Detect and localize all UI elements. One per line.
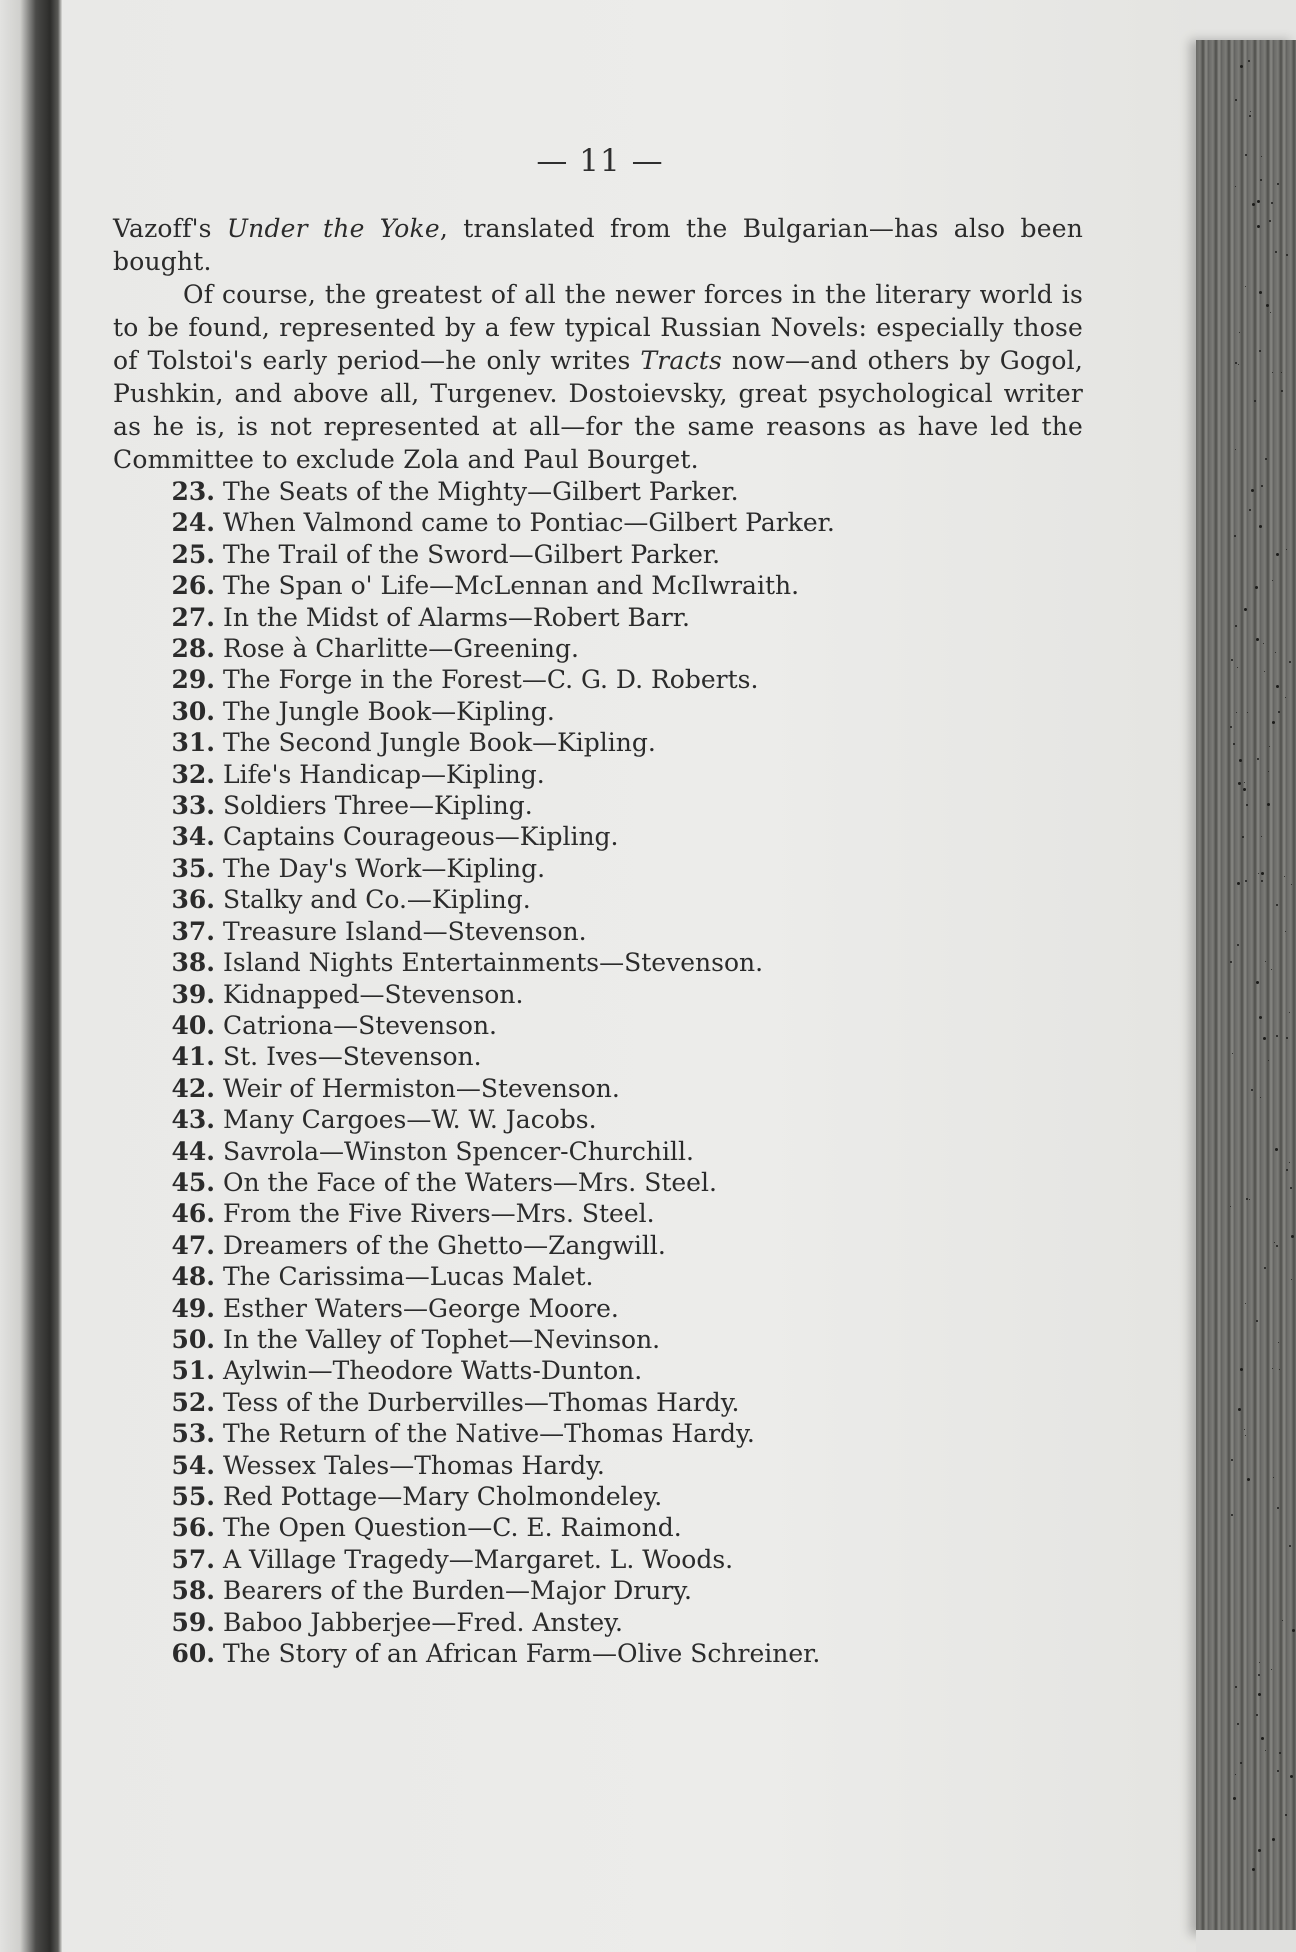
edge-speck	[1258, 1693, 1261, 1696]
edge-speck	[1259, 350, 1261, 352]
list-item-number: 46 .	[163, 1198, 215, 1229]
page-edge-top	[1196, 0, 1296, 44]
book-list	[113, 476, 1083, 1669]
list-item	[113, 979, 1083, 1010]
edge-speck	[1235, 1774, 1236, 1775]
edge-speck	[1272, 372, 1273, 373]
edge-speck	[1256, 1714, 1258, 1716]
list-item	[113, 884, 1083, 915]
edge-speck	[1269, 746, 1270, 747]
edge-speck	[1232, 1053, 1233, 1054]
para2-italic: Tracts	[640, 346, 723, 375]
edge-speck	[1256, 981, 1259, 984]
list-item-text: Tess of the Durbervilles—Thomas Hardy.	[223, 1387, 740, 1417]
edge-speck	[1231, 1459, 1233, 1461]
edge-speck	[1286, 1169, 1288, 1171]
edge-speck	[1289, 1545, 1291, 1547]
list-item	[113, 602, 1083, 633]
list-item-text: The Jungle Book—Kipling.	[223, 696, 555, 726]
list-item	[113, 1481, 1083, 1512]
list-item-number: 35 .	[163, 853, 215, 884]
edge-speck	[1238, 782, 1241, 785]
edge-speck	[1289, 1162, 1290, 1163]
list-item	[113, 1324, 1083, 1355]
edge-speck	[1246, 1198, 1248, 1200]
edge-speck	[1238, 1408, 1241, 1411]
list-item-text: From the Five Rivers—Mrs. Steel.	[223, 1199, 655, 1229]
list-item-number: 28 .	[163, 633, 215, 664]
list-item-text: Savrola—Winston Spencer-Churchill.	[223, 1136, 694, 1166]
edge-speck	[1285, 931, 1286, 932]
list-item-number: 33 .	[163, 790, 215, 821]
edge-speck	[1252, 1868, 1255, 1871]
edge-speck	[1263, 643, 1264, 644]
edge-speck	[1240, 1368, 1243, 1371]
list-item	[113, 1387, 1083, 1418]
edge-speck	[1268, 771, 1269, 772]
list-item-text: The Story of an African Farm—Olive Schreiner.	[223, 1639, 821, 1669]
page-text	[113, 212, 1083, 1669]
edge-speck	[1257, 200, 1260, 203]
edge-speck	[1233, 743, 1235, 745]
list-item	[113, 1041, 1083, 1072]
list-item-number: 51 .	[163, 1355, 215, 1386]
edge-speck	[1256, 1320, 1258, 1322]
list-item	[113, 1136, 1083, 1167]
para2-part2: now—and others by Gogol, Pushkin, and above all, Turgenev. Dostoievsky, great psychological writer as he is, is not represented at all—for the same reasons as have led the Committee to exclude Zola and Paul Bourget.	[113, 346, 1083, 474]
list-item-text: The Second Jungle Book—Kipling.	[223, 728, 656, 758]
edge-speck	[1239, 759, 1242, 762]
list-item-text: The Span o' Life—McLennan and McIlwraith.	[223, 571, 800, 601]
list-item-text: Kidnapped—Stevenson.	[223, 979, 524, 1009]
list-item-text: Aylwin—Theodore Watts-Dunton.	[223, 1356, 643, 1386]
list-item	[113, 1073, 1083, 1104]
edge-speck	[1286, 254, 1288, 256]
list-item-text: The Trail of the Sword—Gilbert Parker.	[223, 539, 721, 569]
list-item-number: 30 .	[163, 696, 215, 727]
list-item-number: 47 .	[163, 1230, 215, 1261]
list-item-text: Rose à Charlitte—Greening.	[223, 634, 579, 664]
list-item-number: 60 .	[163, 1638, 215, 1669]
list-item-text: Treasure Island—Stevenson.	[223, 916, 587, 946]
list-item-text: Weir of Hermiston—Stevenson.	[223, 1073, 620, 1103]
list-item-number: 48 .	[163, 1261, 215, 1292]
list-item	[113, 664, 1083, 695]
list-item	[113, 1575, 1083, 1606]
list-item-text: Island Nights Entertainments—Stevenson.	[223, 948, 764, 978]
edge-speck	[1234, 535, 1236, 537]
list-item-text: In the Midst of Alarms—Robert Barr.	[223, 602, 690, 632]
edge-speck	[1290, 1775, 1293, 1778]
list-item	[113, 853, 1083, 884]
list-item-number: 43 .	[163, 1104, 215, 1135]
list-item	[113, 476, 1083, 507]
page-edge-bottom	[1196, 1930, 1296, 1952]
list-item-number: 23 .	[163, 476, 215, 507]
list-item-text: The Open Question—C. E. Raimond.	[223, 1513, 682, 1543]
edge-speck	[1271, 969, 1272, 970]
list-item	[113, 1638, 1083, 1669]
list-item-number: 34 .	[163, 821, 215, 852]
list-item	[113, 947, 1083, 978]
list-item-number: 39 .	[163, 979, 215, 1010]
list-item	[113, 507, 1083, 538]
edge-speck	[1261, 1737, 1264, 1740]
list-item-text: Baboo Jabberjee—Fred. Anstey.	[223, 1607, 623, 1637]
list-item-text: A Village Tragedy—Margaret. L. Woods.	[223, 1544, 734, 1574]
list-item	[113, 1167, 1083, 1198]
list-item-text: Red Pottage—Mary Cholmondeley.	[223, 1482, 663, 1511]
list-item	[113, 1261, 1083, 1292]
edge-speck	[1256, 638, 1259, 641]
list-item-number: 31 .	[163, 727, 215, 758]
edge-speck	[1278, 711, 1280, 713]
list-item-number: 55 .	[163, 1481, 215, 1512]
edge-speck	[1258, 873, 1259, 874]
list-item-text: The Return of the Native—Thomas Hardy.	[223, 1419, 755, 1449]
list-item-number: 36 .	[163, 884, 215, 915]
edge-speck	[1282, 1620, 1283, 1621]
list-item	[113, 790, 1083, 821]
intro-paragraph-2	[113, 278, 1083, 476]
list-item-number: 27 .	[163, 602, 215, 633]
list-item	[113, 1293, 1083, 1324]
edge-speck	[1269, 220, 1271, 222]
list-item-number: 53 .	[163, 1418, 215, 1449]
list-item-number: 57 .	[163, 1544, 215, 1575]
edge-speck	[1268, 1060, 1269, 1061]
list-item-number: 59 .	[163, 1607, 215, 1638]
para2-part1: Of course, the greatest of all the newer forces in the literary world is to be found, represented by a few typical Russian Novels: especially those of Tolstoi's early period—he only writes	[113, 280, 1083, 375]
list-item-number: 58 .	[163, 1575, 215, 1606]
list-item	[113, 696, 1083, 727]
list-item-text: On the Face of the Waters—Mrs. Steel.	[223, 1167, 717, 1197]
edge-speck	[1242, 836, 1244, 838]
edge-speck	[1272, 721, 1275, 724]
list-item-number: 56 .	[163, 1512, 215, 1543]
list-item	[113, 727, 1083, 758]
edge-speck	[1245, 1435, 1246, 1436]
list-item-number: 44 .	[163, 1136, 215, 1167]
list-item-text: The Day's Work—Kipling.	[223, 853, 546, 883]
list-item-text: Captains Courageous—Kipling.	[223, 822, 619, 852]
list-item-number: 49 .	[163, 1293, 215, 1324]
edge-speck	[1246, 804, 1248, 806]
list-item-text: In the Valley of Tophet—Nevinson.	[223, 1324, 661, 1354]
list-item-text: When Valmond came to Pontiac—Gilbert Parker.	[223, 508, 835, 538]
para1-suffix: , translated from the Bulgarian—has also been bought.	[113, 214, 1083, 276]
list-item-text: The Carissima—Lucas Malet.	[223, 1262, 594, 1292]
book-binding-left	[0, 0, 62, 1952]
list-item	[113, 1450, 1083, 1481]
list-item	[113, 821, 1083, 852]
edge-speck	[1237, 667, 1238, 668]
list-item-number: 32 .	[163, 759, 215, 790]
list-item	[113, 759, 1083, 790]
edge-speck	[1272, 580, 1273, 581]
para1-book-title: Under the Yoke	[226, 214, 440, 243]
list-item	[113, 1512, 1083, 1543]
list-item-text: Esther Waters—George Moore.	[223, 1293, 619, 1323]
page-number: — 11 —	[536, 143, 664, 179]
edge-speck	[1272, 1838, 1275, 1841]
list-item-number: 54 .	[163, 1450, 215, 1481]
list-item-number: 45 .	[163, 1167, 215, 1198]
list-item	[113, 570, 1083, 601]
edge-speck	[1235, 99, 1237, 101]
list-item-text: Dreamers of the Ghetto—Zangwill.	[223, 1230, 666, 1260]
list-item-number: 42 .	[163, 1073, 215, 1104]
edge-speck	[1259, 1662, 1260, 1663]
edge-speck	[1235, 1686, 1237, 1688]
list-item	[113, 1607, 1083, 1638]
list-item-number: 25 .	[163, 539, 215, 570]
list-item	[113, 1355, 1083, 1386]
page-stack-edge-right	[1196, 40, 1296, 1935]
edge-speck	[1261, 872, 1264, 875]
list-item-text: St. Ives—Stevenson.	[223, 1042, 482, 1072]
edge-speck	[1260, 179, 1262, 181]
edge-speck	[1271, 1669, 1272, 1670]
list-item-number: 37 .	[163, 916, 215, 947]
edge-speck	[1263, 1037, 1266, 1040]
list-item-text: Catriona—Stevenson.	[223, 1010, 497, 1040]
edge-speck	[1245, 1303, 1246, 1304]
list-item	[113, 539, 1083, 570]
edge-speck	[1261, 880, 1263, 882]
list-item-number: 52 .	[163, 1387, 215, 1418]
list-item-number: 40 .	[163, 1010, 215, 1041]
edge-speck	[1285, 1814, 1287, 1816]
list-item	[113, 1104, 1083, 1135]
edge-speck	[1248, 60, 1250, 62]
list-item	[113, 916, 1083, 947]
edge-speck	[1276, 685, 1279, 688]
list-item-text: Many Cargoes—W. W. Jacobs.	[223, 1105, 597, 1135]
list-item	[113, 1230, 1083, 1261]
list-item-number: 26 .	[163, 570, 215, 601]
list-item-text: Life's Handicap—Kipling.	[223, 759, 545, 789]
list-item-number: 29 .	[163, 664, 215, 695]
list-item-text: Bearers of the Burden—Major Drury.	[223, 1576, 693, 1606]
para1-prefix: Vazoff's	[113, 214, 227, 243]
list-item-number: 24 .	[163, 507, 215, 538]
edge-speck	[1271, 202, 1273, 204]
edge-speck	[1275, 652, 1276, 653]
edge-speck	[1261, 836, 1262, 837]
intro-paragraph-1	[113, 212, 1083, 278]
list-item-number: 38 .	[163, 947, 215, 978]
edge-speck	[1276, 904, 1278, 906]
list-item-text: Wessex Tales—Thomas Hardy.	[223, 1450, 605, 1480]
list-item	[113, 1544, 1083, 1575]
edge-speck	[1244, 782, 1245, 783]
list-item-number: 50 .	[163, 1324, 215, 1355]
list-item-text: Soldiers Three—Kipling.	[223, 791, 533, 821]
edge-speck	[1259, 1016, 1262, 1019]
edge-speck	[1259, 525, 1262, 528]
edge-speck	[1290, 1187, 1292, 1189]
edge-speck	[1249, 115, 1251, 117]
list-item-text: The Seats of the Mighty—Gilbert Parker.	[223, 477, 739, 506]
list-item	[113, 1198, 1083, 1229]
list-item	[113, 633, 1083, 664]
list-item-number: 41 .	[163, 1041, 215, 1072]
list-item-text: The Forge in the Forest—C. G. D. Roberts.	[223, 665, 759, 695]
list-item-text: Stalky and Co.—Kipling.	[223, 885, 531, 915]
list-item	[113, 1418, 1083, 1449]
list-item	[113, 1010, 1083, 1041]
